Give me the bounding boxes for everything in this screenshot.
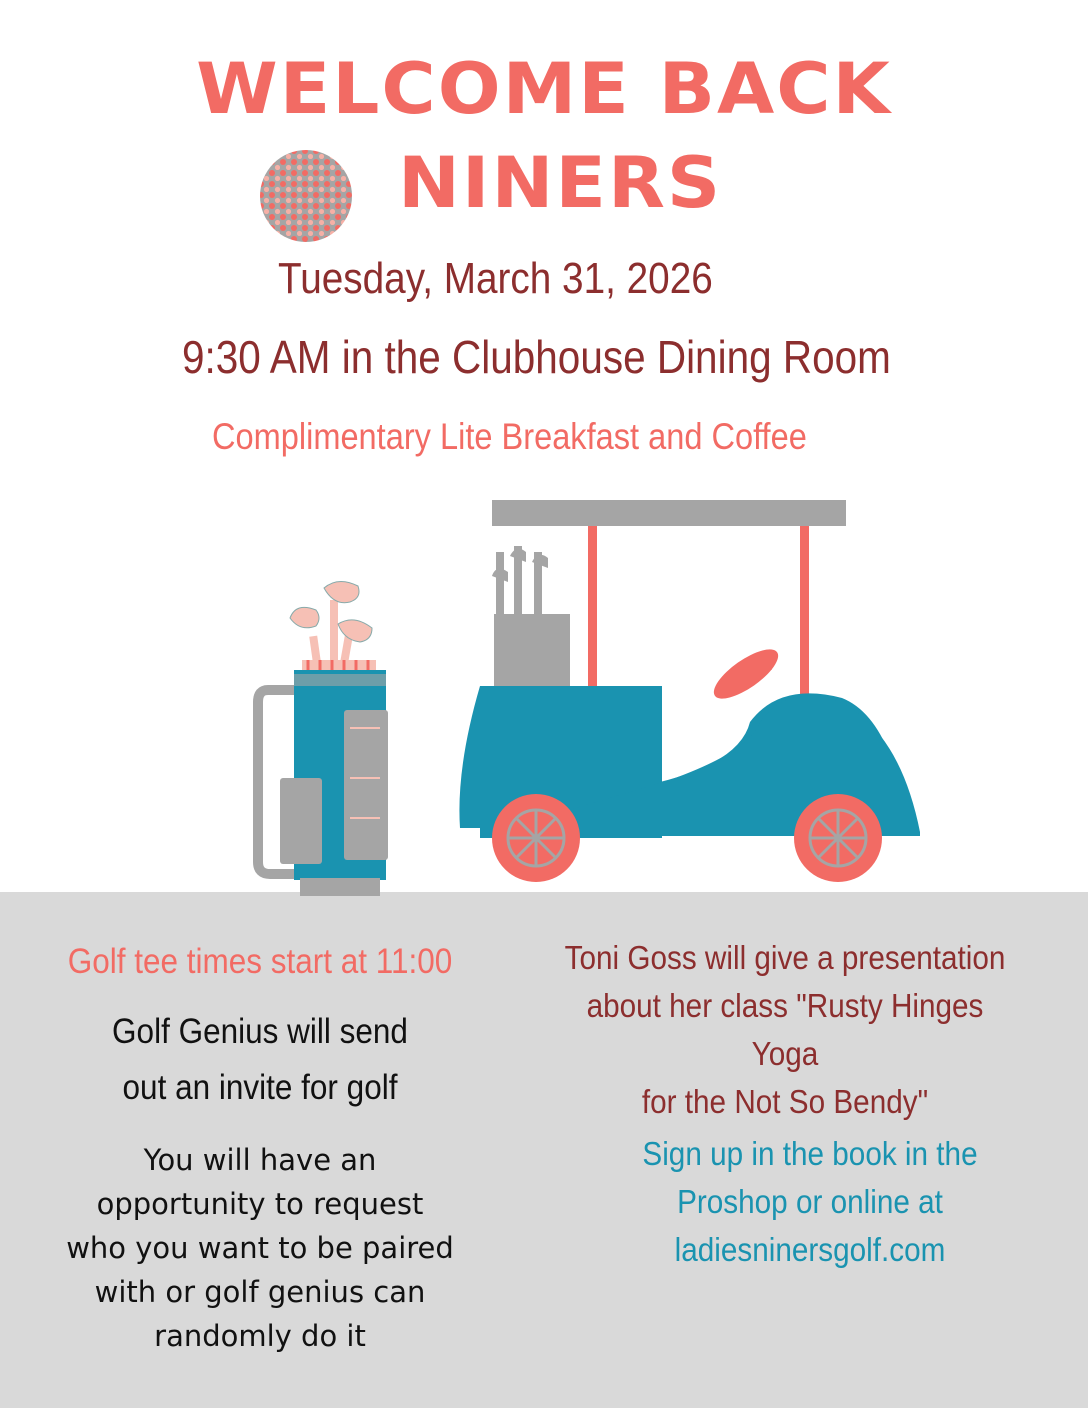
title-line-1: WELCOME BACK: [196, 48, 892, 130]
presentation-line: for the Not So Bendy": [641, 1083, 929, 1120]
golf-ball-icon: [258, 148, 354, 244]
pairing-line: opportunity to request: [96, 1187, 424, 1221]
title-line-2: NINERS: [398, 142, 723, 224]
pairing-line: randomly do it: [154, 1319, 366, 1353]
breakfast-note: Complimentary Lite Breakfast and Coffee: [212, 416, 807, 457]
presentation-line: Toni Goss will give a presentation: [564, 939, 1006, 976]
golf-cart-icon: [440, 496, 930, 892]
signup-line: Sign up in the book in the: [642, 1135, 978, 1172]
signup-line: Proshop or online at: [677, 1183, 943, 1220]
signup-link[interactable]: ladiesninersgolf.com: [674, 1231, 946, 1268]
signup-note: [585, 1130, 1035, 1274]
pairing-line: You will have an: [143, 1143, 377, 1177]
golf-bag-icon: [250, 578, 395, 898]
tee-times-note: Golf tee times start at 11:00: [67, 942, 453, 981]
invite-line-1: Golf Genius will send: [112, 1012, 408, 1051]
invite-line-2: out an invite for golf: [122, 1068, 398, 1107]
pairing-line: who you want to be paired: [66, 1231, 454, 1265]
event-time-place: 9:30 AM in the Clubhouse Dining Room: [182, 331, 891, 383]
pairing-line: with or golf genius can: [94, 1275, 426, 1309]
event-date: Tuesday, March 31, 2026: [278, 254, 713, 303]
presentation-note: [556, 934, 1015, 1126]
pairing-request-note: [20, 1138, 500, 1358]
presentation-line: about her class "Rusty Hinges Yoga: [586, 987, 984, 1072]
